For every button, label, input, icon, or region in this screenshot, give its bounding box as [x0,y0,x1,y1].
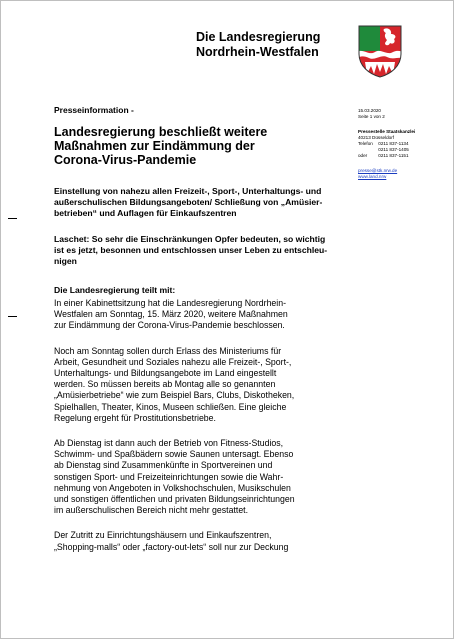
headline-line: Corona-Virus-Pandemie [54,153,197,167]
document-subtitle [54,186,349,219]
nrw-coat-of-arms-icon [357,24,403,78]
body-line: sonstigen Sport- und Freizeiteinrichtungen sowie die Wahr- [54,471,284,482]
website-link[interactable]: www.land.nrw [358,174,387,179]
contact-sidebar [358,108,448,180]
government-title-line-1: Die Landesregierung [196,30,321,44]
body-line: Ab Dienstag ist dann auch der Betrieb von Fitness-Studios, [54,438,284,449]
document-lead-quote [54,234,349,267]
body-line: Spielhallen, Theater, Kinos, Museen schließen. Eine gleiche [54,401,287,412]
body-line: werden. So müssen bereits ab Montag alle so genannten [54,379,276,390]
lead-line: ist es jetzt, besonnen und entschlossen unser Leben zu entschleu- [54,245,328,255]
press-office-address: 40213 Düsseldorf [358,135,395,140]
document-headline [54,125,349,167]
phone-label: Telefon [358,141,373,146]
body-line: „Amüsierbetriebe“ wie zum Beispiel Bars, Clubs, Diskotheken, [54,390,295,401]
release-date: 15.03.2020 [358,108,381,113]
fold-mark-lower [8,316,17,317]
subtitle-line: außerschulischen Bildungsangeboten/ Schließung von „Amüsier- [54,197,323,207]
body-line: Unterhaltungs- und Bildungsangebote im Land eingestellt [54,368,277,379]
lead-line: nigen [54,256,77,266]
document-body [54,298,349,567]
headline-line: Maßnahmen zur Eindämmung der [54,139,255,153]
body-line: Noch am Sonntag sollen durch Erlass des Ministeriums für [54,345,282,356]
body-line: nehmung von Angeboten in Volkshochschulen, Musikschulen [54,482,291,493]
body-paragraph [54,438,349,516]
body-paragraph [54,346,349,424]
body-paragraph [54,530,349,552]
body-line: In einer Kabinettsitzung hat die Landesregierung Nordrhein- [54,298,287,308]
lead-line: Laschet: So sehr die Einschränkungen Opfer bedeuten, so wichtig [54,234,326,244]
body-line: und sonstigen öffentlichen und privaten Bildungseinrichtungen [54,494,295,505]
government-title [196,30,320,60]
body-line: ab Dienstag sind Zusammenkünfte in Sportvereinen und [54,460,273,471]
phone-number: 0211 837-1134 [378,141,409,146]
document-kind: Presseinformation - [54,105,134,115]
body-paragraph [54,298,349,332]
subtitle-line: Einstellung von nahezu allen Freizeit-, Sport-, Unterhaltungs- und [54,186,322,196]
body-line: Schwimm- und Spaßbädern sowie Saunen untersagt. Ebenso [54,449,294,460]
announcement-line: Die Landesregierung teilt mit: [54,285,176,295]
oder-label: oder [358,153,368,158]
press-office-name: Pressestelle Staatskanzlei [358,129,416,134]
phone-number: 0211 837-1405 [378,147,409,152]
fold-mark-upper [8,218,17,219]
body-line: zur Eindämmung der Corona-Virus-Pandemie beschlossen. [54,320,285,331]
government-title-line-2: Nordrhein-Westfalen [196,45,319,59]
body-line: Der Zutritt zu Einrichtungshäusern und Einkaufszentren, [54,530,272,541]
body-line: im außerschulischen Bereich nicht mehr gestattet. [54,505,249,516]
phone-number: 0211 837-1151 [378,153,409,158]
page-counter: Seite 1 von 2 [358,114,385,119]
headline-line: Landesregierung beschließt weitere [54,125,268,139]
body-line: Westfalen am Sonntag, 15. März 2020, weitere Maßnahmen [54,309,288,320]
subtitle-line: betrieben“ und Auflagen für Einkaufszentren [54,208,237,218]
body-line: Arbeit, Gesundheit und Soziales nahezu alle Freizeit-, Sport-, [54,356,292,367]
body-line: Regelung ergeht für Prostitutionsbetriebe. [54,412,216,423]
press-email-link[interactable]: presse@stk.nrw.de [358,168,398,173]
body-line: „Shopping-malls“ oder „factory-out-lets“ soll nur zur Deckung [54,541,289,552]
